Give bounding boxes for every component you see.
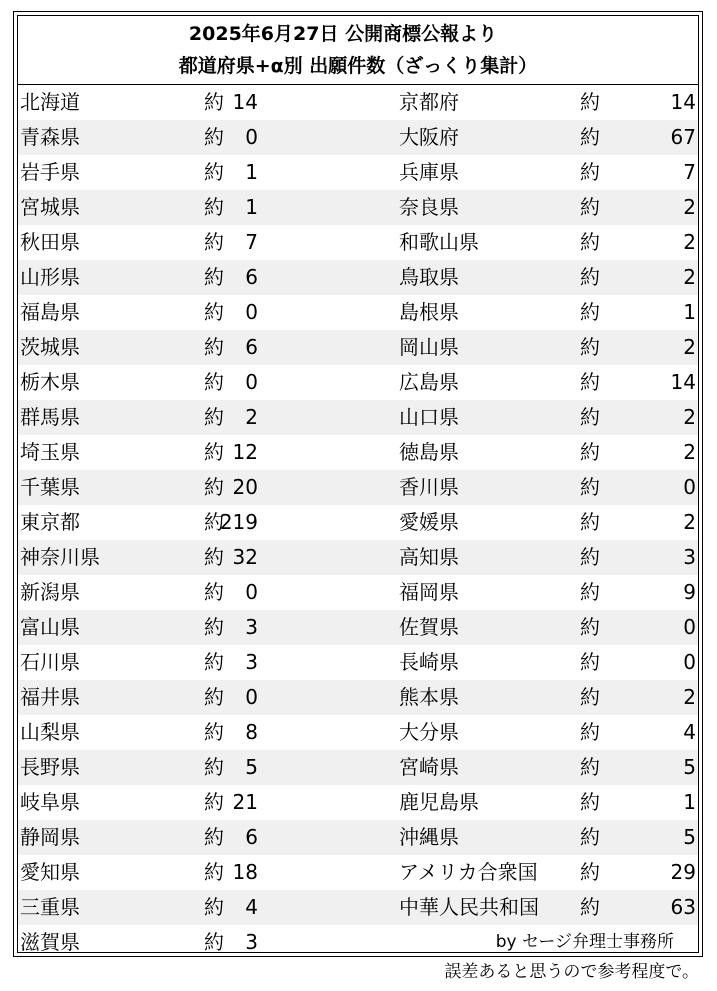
application-count: 7 (683, 160, 696, 184)
approx-label: 約 (580, 300, 600, 324)
approx-label: 約 (204, 230, 224, 254)
prefecture-name: 沖縄県 (399, 825, 459, 849)
application-count: 4 (245, 895, 258, 919)
approx-label: 約 (580, 790, 600, 814)
prefecture-name: 山梨県 (20, 720, 80, 744)
table-row (18, 295, 698, 330)
prefecture-name: 神奈川県 (20, 545, 100, 569)
prefecture-name: 福岡県 (399, 580, 459, 604)
approx-label: 約 (204, 895, 224, 919)
approx-label: 約 (204, 440, 224, 464)
prefecture-name: 中華人民共和国 (399, 895, 539, 919)
approx-label: 約 (204, 720, 224, 744)
prefecture-name: 青森県 (20, 125, 80, 149)
approx-label: 約 (204, 790, 224, 814)
prefecture-name: 富山県 (20, 615, 80, 639)
approx-label: 約 (580, 335, 600, 359)
application-count: 1 (245, 160, 258, 184)
prefecture-name: 北海道 (20, 90, 80, 114)
approx-label: 約 (580, 160, 600, 184)
approx-label: 約 (580, 230, 600, 254)
application-count: 67 (670, 125, 696, 149)
application-count: 0 (245, 370, 258, 394)
approx-label: 約 (204, 615, 224, 639)
prefecture-name: 新潟県 (20, 580, 80, 604)
application-count: 8 (245, 720, 258, 744)
prefecture-name: 群馬県 (20, 405, 80, 429)
table-row (18, 925, 698, 960)
prefecture-name: 秋田県 (20, 230, 80, 254)
application-count: 6 (245, 265, 258, 289)
application-count: 3 (245, 615, 258, 639)
application-count: 0 (683, 650, 696, 674)
prefecture-name: 鳥取県 (399, 265, 459, 289)
prefecture-name: 兵庫県 (399, 160, 459, 184)
approx-label: 約 (204, 90, 224, 114)
approx-label: 約 (580, 125, 600, 149)
application-count: 2 (683, 685, 696, 709)
prefecture-name: 京都府 (399, 90, 459, 114)
approx-label: 約 (580, 440, 600, 464)
approx-label: 約 (580, 510, 600, 534)
application-count: 4 (683, 720, 696, 744)
application-count: 1 (245, 195, 258, 219)
application-count: 5 (245, 755, 258, 779)
application-count: 5 (683, 755, 696, 779)
title-line-1: 2025年6月27日 公開商標公報より (188, 23, 498, 45)
approx-label: 約 (580, 405, 600, 429)
prefecture-name: 愛知県 (20, 860, 80, 884)
prefecture-name: 栃木県 (20, 370, 80, 394)
prefecture-name: 徳島県 (399, 440, 459, 464)
disclaimer-note: 誤差あると思うので参考程度で。 (444, 962, 699, 982)
table-row (18, 890, 698, 925)
table-row (18, 260, 698, 295)
application-count: 3 (245, 650, 258, 674)
application-count: 29 (670, 860, 696, 884)
table-row (18, 680, 698, 715)
prefecture-name: 鹿児島県 (399, 790, 479, 814)
application-count: 0 (245, 580, 258, 604)
table-row (18, 505, 698, 540)
prefecture-name: 大阪府 (399, 125, 459, 149)
title-line-2: 都道府県+α別 出願件数（ざっくり集計） (178, 55, 538, 77)
application-count: 12 (232, 440, 258, 464)
approx-label: 約 (204, 300, 224, 324)
approx-label: 約 (580, 545, 600, 569)
application-count: 2 (683, 230, 696, 254)
prefecture-name: アメリカ合衆国 (399, 860, 538, 884)
application-count: 0 (245, 300, 258, 324)
approx-label: 約 (580, 895, 600, 919)
approx-label: 約 (204, 825, 224, 849)
prefecture-name: 大分県 (399, 720, 459, 744)
application-count: 2 (683, 405, 696, 429)
application-count: 0 (245, 125, 258, 149)
table-inner-frame (17, 15, 699, 953)
prefecture-name: 岡山県 (399, 335, 459, 359)
approx-label: 約 (580, 685, 600, 709)
approx-label: 約 (204, 930, 224, 954)
approx-label: 約 (204, 405, 224, 429)
application-count: 7 (245, 230, 258, 254)
approx-label: 約 (204, 545, 224, 569)
approx-label: 約 (580, 615, 600, 639)
approx-label: 約 (204, 125, 224, 149)
application-count: 3 (245, 930, 258, 954)
prefecture-name: 埼玉県 (20, 440, 80, 464)
prefecture-name: 東京都 (20, 510, 80, 534)
table-row (18, 715, 698, 750)
approx-label: 約 (580, 580, 600, 604)
application-count: 2 (683, 265, 696, 289)
prefecture-name: 千葉県 (20, 475, 80, 499)
prefecture-name: 岐阜県 (20, 790, 80, 814)
application-count: 63 (670, 895, 696, 919)
table-row (18, 785, 698, 820)
table-row (18, 400, 698, 435)
approx-label: 約 (204, 580, 224, 604)
application-count: 2 (683, 195, 696, 219)
prefecture-name: 宮城県 (20, 195, 80, 219)
approx-label: 約 (580, 650, 600, 674)
application-count: 2 (683, 335, 696, 359)
prefecture-name: 山形県 (20, 265, 80, 289)
table-row (18, 155, 698, 190)
table-row (18, 575, 698, 610)
approx-label: 約 (204, 650, 224, 674)
prefecture-name: 広島県 (399, 370, 459, 394)
credit-text: by セージ弁理士事務所 (495, 932, 674, 952)
approx-label: 約 (204, 685, 224, 709)
approx-label: 約 (204, 335, 224, 359)
prefecture-name: 滋賀県 (20, 930, 80, 954)
title-box (18, 16, 698, 85)
approx-label: 約 (204, 160, 224, 184)
prefecture-name: 長野県 (20, 755, 80, 779)
approx-label: 約 (580, 720, 600, 744)
application-count: 2 (245, 405, 258, 429)
table-row (18, 365, 698, 400)
application-count: 20 (232, 475, 258, 499)
approx-label: 約 (204, 265, 224, 289)
table-frame (13, 11, 703, 957)
prefecture-name: 愛媛県 (399, 510, 459, 534)
prefecture-name: 島根県 (399, 300, 459, 324)
table-row (18, 855, 698, 890)
prefecture-name: 福島県 (20, 300, 80, 324)
approx-label: 約 (580, 825, 600, 849)
table-row (18, 820, 698, 855)
approx-label: 約 (580, 860, 600, 884)
approx-label: 約 (204, 370, 224, 394)
prefecture-name: 石川県 (20, 650, 80, 674)
application-count: 219 (219, 510, 258, 534)
table-row (18, 540, 698, 575)
prefecture-name: 茨城県 (20, 335, 80, 359)
approx-label: 約 (580, 265, 600, 289)
application-count: 0 (683, 615, 696, 639)
prefecture-name: 高知県 (399, 545, 459, 569)
approx-label: 約 (580, 755, 600, 779)
application-count: 0 (683, 475, 696, 499)
prefecture-name: 岩手県 (20, 160, 80, 184)
prefecture-name: 奈良県 (399, 195, 459, 219)
table-row (18, 120, 698, 155)
approx-label: 約 (580, 195, 600, 219)
prefecture-name: 和歌山県 (399, 230, 479, 254)
table-row (18, 645, 698, 680)
application-count: 6 (245, 335, 258, 359)
approx-label: 約 (204, 510, 224, 534)
approx-label: 約 (204, 475, 224, 499)
application-count: 6 (245, 825, 258, 849)
application-count: 14 (232, 90, 258, 114)
prefecture-name: 宮崎県 (399, 755, 459, 779)
prefecture-name: 三重県 (20, 895, 80, 919)
application-count: 0 (245, 685, 258, 709)
approx-label: 約 (204, 195, 224, 219)
approx-label: 約 (204, 860, 224, 884)
prefecture-name: 山口県 (399, 405, 459, 429)
table-row (18, 225, 698, 260)
table-row (18, 610, 698, 645)
table-row (18, 190, 698, 225)
table-row (18, 750, 698, 785)
application-count: 3 (683, 545, 696, 569)
application-count: 1 (683, 790, 696, 814)
application-count: 9 (683, 580, 696, 604)
table-row (18, 330, 698, 365)
application-count: 18 (232, 860, 258, 884)
application-count: 21 (232, 790, 258, 814)
application-count: 32 (232, 545, 258, 569)
application-count: 5 (683, 825, 696, 849)
prefecture-name: 長崎県 (399, 650, 459, 674)
approx-label: 約 (204, 755, 224, 779)
prefecture-name: 福井県 (20, 685, 80, 709)
prefecture-name: 熊本県 (399, 685, 459, 709)
application-count: 1 (683, 300, 696, 324)
application-count: 14 (670, 90, 696, 114)
application-count: 2 (683, 440, 696, 464)
table-row (18, 85, 698, 120)
prefecture-name: 香川県 (399, 475, 459, 499)
table-row (18, 470, 698, 505)
application-count: 14 (670, 370, 696, 394)
approx-label: 約 (580, 475, 600, 499)
approx-label: 約 (580, 370, 600, 394)
application-count: 2 (683, 510, 696, 534)
prefecture-name: 佐賀県 (399, 615, 459, 639)
prefecture-name: 静岡県 (20, 825, 80, 849)
table-row (18, 435, 698, 470)
approx-label: 約 (580, 90, 600, 114)
